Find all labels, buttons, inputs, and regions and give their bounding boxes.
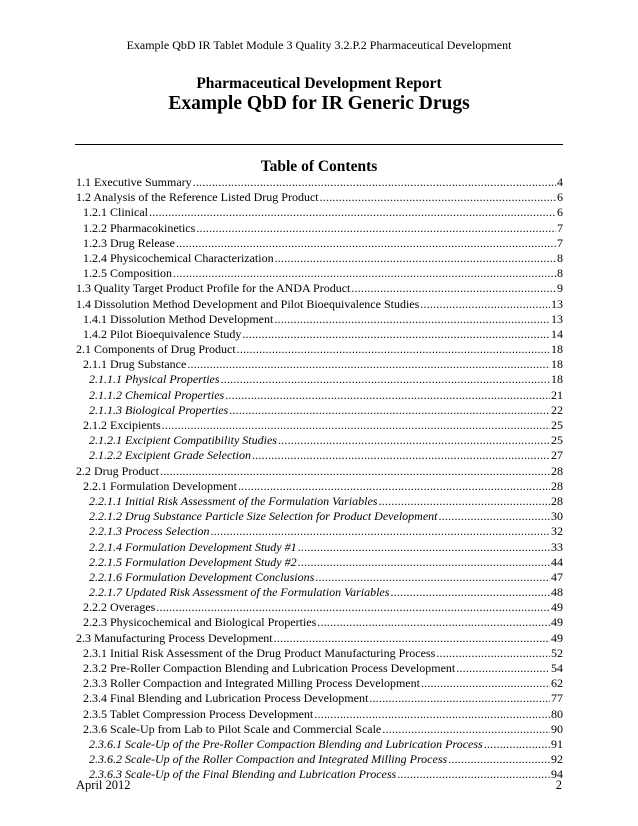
toc-entry[interactable] xyxy=(76,540,563,555)
toc-entry-page: 80 xyxy=(551,706,563,721)
toc-entry[interactable] xyxy=(76,600,563,615)
dot-leader xyxy=(196,221,556,236)
toc-entry-title: 2.2.3 Physicochemical and Biological Properties xyxy=(83,615,317,630)
toc-entry-title: 2.2.1.1 Initial Risk Assessment of the Formulation Variables xyxy=(89,493,378,508)
toc-entry-title: 2.3.6 Scale-Up from Lab to Pilot Scale and Commercial Scale xyxy=(83,721,382,736)
toc-entry-page: 8 xyxy=(557,266,563,281)
toc-entry-page: 62 xyxy=(551,676,563,691)
toc-entry-page: 18 xyxy=(551,357,563,372)
dot-leader xyxy=(317,615,550,630)
toc-entry-title: 1.2 Analysis of the Reference Listed Drug Product xyxy=(76,190,319,205)
toc-entry-title: 2.2.1.3 Process Selection xyxy=(89,524,210,539)
toc-entry[interactable] xyxy=(76,281,563,296)
dot-leader xyxy=(484,737,550,752)
dot-leader xyxy=(456,661,550,676)
toc-entry-page: 25 xyxy=(551,433,563,448)
toc-entry[interactable] xyxy=(76,524,563,539)
toc-entry-page: 13 xyxy=(551,311,563,326)
dot-leader xyxy=(320,190,556,205)
dot-leader xyxy=(156,600,550,615)
toc-entry-page: 7 xyxy=(557,220,563,235)
toc-entry[interactable] xyxy=(76,631,563,646)
toc-entry-title: 2.2 Drug Product xyxy=(76,463,159,478)
toc-entry-title: 2.3.5 Tablet Compression Process Development xyxy=(83,706,314,721)
toc-entry-title: 2.2.1 Formulation Development xyxy=(83,478,237,493)
toc-entry[interactable] xyxy=(76,266,563,281)
toc-entry-page: 49 xyxy=(551,615,563,630)
dot-leader xyxy=(242,327,550,342)
dot-leader xyxy=(420,297,550,312)
running-header: Example QbD IR Tablet Module 3 Quality 3.2.P.2 Pharmaceutical Development xyxy=(126,38,512,52)
dot-leader xyxy=(438,509,550,524)
toc-entry[interactable] xyxy=(76,221,563,236)
toc-entry-page: 14 xyxy=(551,326,563,341)
toc-entry-page: 33 xyxy=(551,539,563,554)
toc-entry[interactable] xyxy=(76,372,563,387)
toc-entry[interactable] xyxy=(76,205,563,220)
toc-entry[interactable] xyxy=(76,585,563,600)
toc-entry-title: 1.2.3 Drug Release xyxy=(83,235,175,250)
dot-leader xyxy=(390,585,550,600)
toc-entry[interactable] xyxy=(76,661,563,676)
toc-entry-title: 2.3.2 Pre-Roller Compaction Blending and Lubrication Process Development xyxy=(83,661,456,675)
toc-entry-page: 32 xyxy=(551,524,563,539)
toc-entry-page: 30 xyxy=(551,509,563,524)
toc-entry[interactable] xyxy=(76,555,563,570)
dot-leader xyxy=(275,251,556,266)
toc-entry-page: 18 xyxy=(551,372,563,387)
toc-entry-title: 2.1.1.3 Biological Properties xyxy=(89,402,229,417)
dot-leader xyxy=(252,448,550,463)
toc-entry[interactable] xyxy=(76,479,563,494)
dot-leader xyxy=(421,676,550,691)
toc-entry-title: 2.3.6.2 Scale-Up of the Roller Compaction and Integrated Milling Process xyxy=(89,752,448,767)
dot-leader xyxy=(221,372,550,387)
toc-entry[interactable] xyxy=(76,691,563,706)
toc-entry-title: 2.2.1.2 Drug Substance Particle Size Selection for Product Development xyxy=(89,509,438,524)
toc-entry[interactable] xyxy=(76,752,563,767)
toc-entry-page: 54 xyxy=(551,661,563,675)
dot-leader xyxy=(193,175,556,190)
toc-entry-page: 52 xyxy=(551,645,563,660)
toc-entry-title: 2.1.1.1 Physical Properties xyxy=(89,372,220,387)
dot-leader xyxy=(448,752,550,767)
toc-entry-title: 2.1.2.1 Excipient Compatibility Studies xyxy=(89,433,277,448)
dot-leader xyxy=(382,722,550,737)
toc-entry-title: 2.1.1.2 Chemical Properties xyxy=(89,387,225,402)
dot-leader xyxy=(162,418,550,433)
toc-entry[interactable] xyxy=(76,312,563,327)
dot-leader xyxy=(173,266,556,281)
toc-entry[interactable] xyxy=(76,509,563,524)
toc-entry[interactable] xyxy=(76,707,563,722)
toc-entry-page: 49 xyxy=(551,600,563,615)
dot-leader xyxy=(149,205,556,220)
dot-leader xyxy=(237,342,550,357)
dot-leader xyxy=(211,524,550,539)
toc-entry[interactable] xyxy=(76,722,563,737)
report-title: Example QbD for IR Generic Drugs xyxy=(168,93,470,114)
toc-entry-title: 2.2.2 Overages xyxy=(83,600,156,615)
toc-entry-page: 94 xyxy=(551,767,563,782)
toc-entry[interactable] xyxy=(76,767,563,782)
toc-entry-title: 1.2.1 Clinical xyxy=(83,205,148,220)
toc-entry-page: 7 xyxy=(557,235,563,250)
toc-entry-title: 2.1 Components of Drug Product xyxy=(76,342,236,357)
dot-leader xyxy=(160,464,550,479)
toc-entry-page: 91 xyxy=(551,736,563,751)
toc-entry-page: 6 xyxy=(557,205,563,220)
toc-entry[interactable] xyxy=(76,737,563,752)
toc-entry-title: 1.2.2 Pharmacokinetics xyxy=(83,220,196,235)
toc-entry-title: 2.3.1 Initial Risk Assessment of the Drug Product Manufacturing Process xyxy=(83,645,436,660)
toc-entry-page: 28 xyxy=(551,493,563,508)
dot-leader xyxy=(274,631,550,646)
table-of-contents xyxy=(76,175,563,783)
toc-entry-title: 1.4.2 Pilot Bioequivalence Study xyxy=(83,326,242,341)
toc-entry[interactable] xyxy=(76,448,563,463)
dot-leader xyxy=(436,646,550,661)
toc-entry-title: 1.4.1 Dissolution Method Development xyxy=(83,311,274,326)
toc-entry-page: 8 xyxy=(557,250,563,265)
footer-date: April 2012 xyxy=(76,778,131,792)
toc-entry-page: 21 xyxy=(551,387,563,402)
toc-entry[interactable] xyxy=(76,676,563,691)
toc-entry-page: 48 xyxy=(551,585,563,600)
toc-entry-title: 2.2.1.7 Updated Risk Assessment of the Formulation Variables xyxy=(89,585,390,600)
dot-leader xyxy=(298,555,550,570)
toc-entry-title: 2.3 Manufacturing Process Development xyxy=(76,630,273,645)
toc-entry[interactable] xyxy=(76,388,563,403)
toc-entry-page: 92 xyxy=(551,752,563,767)
dot-leader xyxy=(176,236,556,251)
toc-entry[interactable] xyxy=(76,327,563,342)
toc-entry-page: 6 xyxy=(557,190,563,205)
toc-entry-page: 77 xyxy=(551,691,563,706)
dot-leader xyxy=(315,570,550,585)
toc-entry[interactable] xyxy=(76,418,563,433)
toc-entry[interactable] xyxy=(76,342,563,357)
toc-entry-page: 13 xyxy=(551,296,563,311)
toc-entry-title: 2.3.6.3 Scale-Up of the Final Blending and Lubrication Process xyxy=(89,767,397,782)
toc-entry[interactable] xyxy=(76,175,563,190)
toc-entry-page: 28 xyxy=(551,478,563,493)
dot-leader xyxy=(225,388,550,403)
toc-entry[interactable] xyxy=(76,190,563,205)
toc-entry[interactable] xyxy=(76,494,563,509)
toc-entry[interactable] xyxy=(76,403,563,418)
toc-entry-page: 90 xyxy=(551,721,563,736)
dot-leader xyxy=(187,357,550,372)
toc-entry-title: 2.1.2.2 Excipient Grade Selection xyxy=(89,448,251,463)
toc-entry-title: 2.3.6.1 Scale-Up of the Pre-Roller Compaction Blending and Lubrication Process xyxy=(89,736,483,751)
toc-entry-title: 1.2.5 Composition xyxy=(83,266,173,281)
toc-heading: Table of Contents xyxy=(260,158,378,175)
toc-entry[interactable] xyxy=(76,615,563,630)
toc-entry-page: 49 xyxy=(551,630,563,645)
toc-entry-title: 2.3.4 Final Blending and Lubrication Process Development xyxy=(83,691,369,706)
toc-entry[interactable] xyxy=(76,236,563,251)
toc-entry[interactable] xyxy=(76,357,563,372)
toc-entry-page: 25 xyxy=(551,418,563,432)
toc-entry-title: 2.3.3 Roller Compaction and Integrated Milling Process Development xyxy=(83,676,420,691)
toc-entry-page: 27 xyxy=(551,448,563,463)
dot-leader xyxy=(351,281,556,296)
toc-entry[interactable] xyxy=(76,297,563,312)
toc-entry-title: 2.1.1 Drug Substance xyxy=(83,357,187,372)
toc-entry-title: 2.1.2 Excipients xyxy=(83,418,161,432)
toc-entry[interactable] xyxy=(76,646,563,661)
report-subtitle: Pharmaceutical Development Report xyxy=(196,75,442,92)
dot-leader xyxy=(397,767,550,782)
toc-entry-title: 2.2.1.5 Formulation Development Study #2 xyxy=(89,554,297,569)
dot-leader xyxy=(274,312,550,327)
toc-entry-page: 9 xyxy=(557,281,563,296)
dot-leader xyxy=(229,403,550,418)
dot-leader xyxy=(314,707,550,722)
toc-entry-page: 18 xyxy=(551,342,563,357)
toc-entry[interactable] xyxy=(76,464,563,479)
toc-entry-page: 28 xyxy=(551,463,563,478)
toc-entry-title: 1.2.4 Physicochemical Characterization xyxy=(83,250,274,265)
dot-leader xyxy=(298,540,550,555)
dot-leader xyxy=(278,433,550,448)
toc-entry[interactable] xyxy=(76,433,563,448)
toc-entry-title: 1.1 Executive Summary xyxy=(76,175,192,189)
toc-entry-title: 1.3 Quality Target Product Profile for the ANDA Product xyxy=(76,281,351,296)
dot-leader xyxy=(378,494,550,509)
toc-entry-page: 22 xyxy=(551,402,563,417)
footer-page-number: 2 xyxy=(555,778,562,792)
toc-entry-page: 4 xyxy=(557,175,563,189)
toc-entry-title: 2.2.1.6 Formulation Development Conclusions xyxy=(89,569,315,584)
toc-entry-page: 44 xyxy=(551,554,563,569)
horizontal-rule xyxy=(75,144,563,145)
toc-entry-page: 47 xyxy=(551,569,563,584)
toc-entry-title: 1.4 Dissolution Method Development and Pilot Bioequivalence Studies xyxy=(76,296,420,311)
toc-entry[interactable] xyxy=(76,570,563,585)
dot-leader xyxy=(238,479,550,494)
dot-leader xyxy=(369,691,550,706)
toc-entry[interactable] xyxy=(76,251,563,266)
toc-entry-title: 2.2.1.4 Formulation Development Study #1 xyxy=(89,539,297,554)
